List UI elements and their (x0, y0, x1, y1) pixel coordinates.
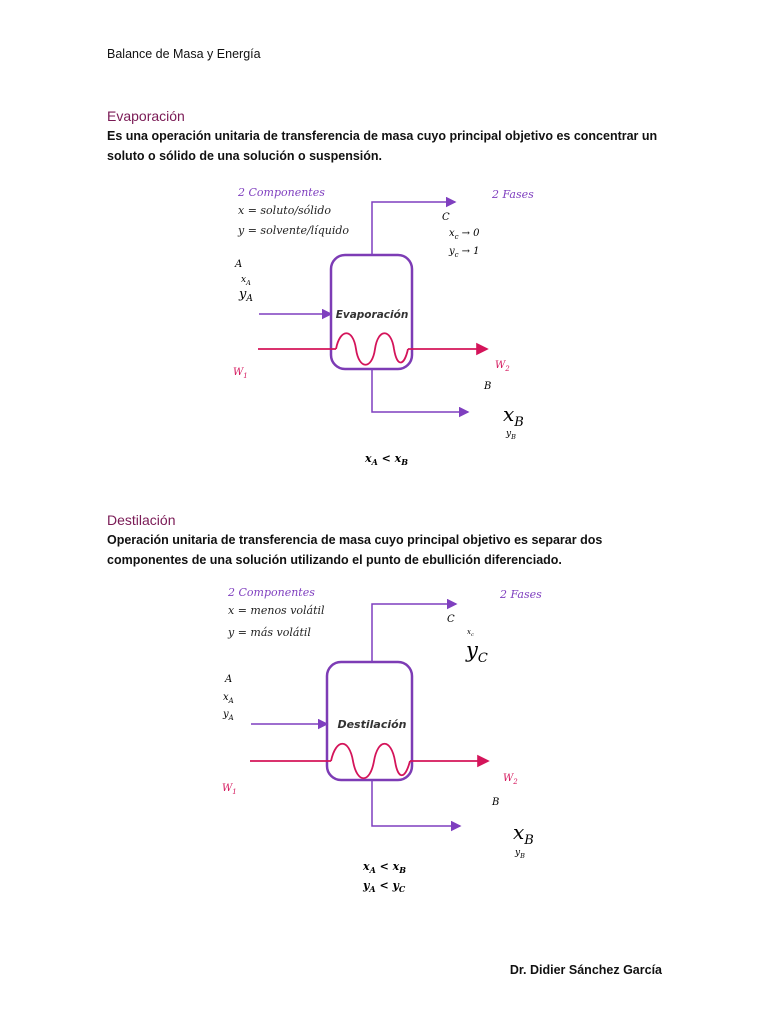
heating-coil (336, 333, 408, 365)
bottom-x: $x_B$ (513, 820, 534, 848)
feed-x: $x_A$ (223, 692, 234, 705)
concentrate-outlet-line (372, 369, 468, 412)
feed-x: $x_A$ (241, 275, 251, 287)
feed-label: A (235, 259, 243, 270)
component-y: y = solvente/líquido (238, 224, 349, 237)
component-y: y = más volátil (228, 626, 311, 639)
bottom-y: $y_B$ (515, 848, 525, 860)
bottom-y: $y_B$ (506, 429, 516, 441)
top-x: $x_c \to 0$ (449, 228, 480, 241)
evaporacion-diagram (0, 170, 768, 480)
components-title: 2 Componentes (228, 586, 315, 599)
vessel-label: Evaporación (335, 309, 409, 321)
vessel-label: Destilación (337, 718, 407, 731)
phases-label: 2 Fases (500, 588, 542, 601)
feed-label: A (225, 674, 233, 685)
bottom-stream-label: B (492, 797, 500, 808)
relation-xa-xb: $x_A < x_B$ (365, 452, 408, 467)
footer-author: Dr. Didier Sánchez García (509, 963, 662, 977)
bottom-x: $x_B$ (503, 402, 524, 430)
heat-in-label: $W_1$ (233, 367, 248, 380)
evaporacion-title: Evaporación (107, 108, 185, 124)
heat-out-label: $W_2$ (503, 773, 518, 786)
heat-in-label: $W_1$ (222, 783, 237, 796)
top-stream-label: C (447, 614, 455, 625)
evaporacion-description: Es una operación unitaria de transferencia de masa cuyo principal objetivo es concentrar un soluto o sólido de una solución o suspensión. (107, 129, 658, 163)
relation-ya-yc: $y_A < y_C$ (363, 879, 406, 894)
phases-label: 2 Fases (492, 188, 534, 201)
top-x: $x_c$ (467, 628, 474, 638)
destilacion-diagram (0, 575, 768, 905)
destilacion-title: Destilación (107, 512, 176, 528)
top-stream-label: C (442, 212, 450, 223)
page-header: Balance de Masa y Energía (107, 47, 261, 61)
top-y: $y_c \to 1$ (449, 246, 480, 259)
heat-out-label: $W_2$ (495, 360, 510, 373)
component-x: x = menos volátil (228, 604, 325, 617)
vapor-outlet-line (372, 202, 455, 255)
feed-y: $y_A$ (239, 287, 253, 304)
distillate-outlet-line (372, 604, 456, 662)
feed-y: $y_A$ (223, 709, 234, 722)
bottoms-outlet-line (372, 780, 460, 826)
bottom-stream-label: B (484, 381, 492, 392)
destilacion-description: Operación unitaria de transferencia de masa cuyo principal objetivo es separar dos componentes de una solución utilizando el punto de ebullición diferenciado. (107, 533, 603, 567)
component-x: x = soluto/sólido (238, 204, 332, 217)
heating-coil (331, 744, 410, 779)
components-title: 2 Componentes (238, 186, 325, 199)
top-y: $y_C$ (466, 638, 488, 666)
relation-xa-xb: $x_A < x_B$ (363, 860, 406, 875)
